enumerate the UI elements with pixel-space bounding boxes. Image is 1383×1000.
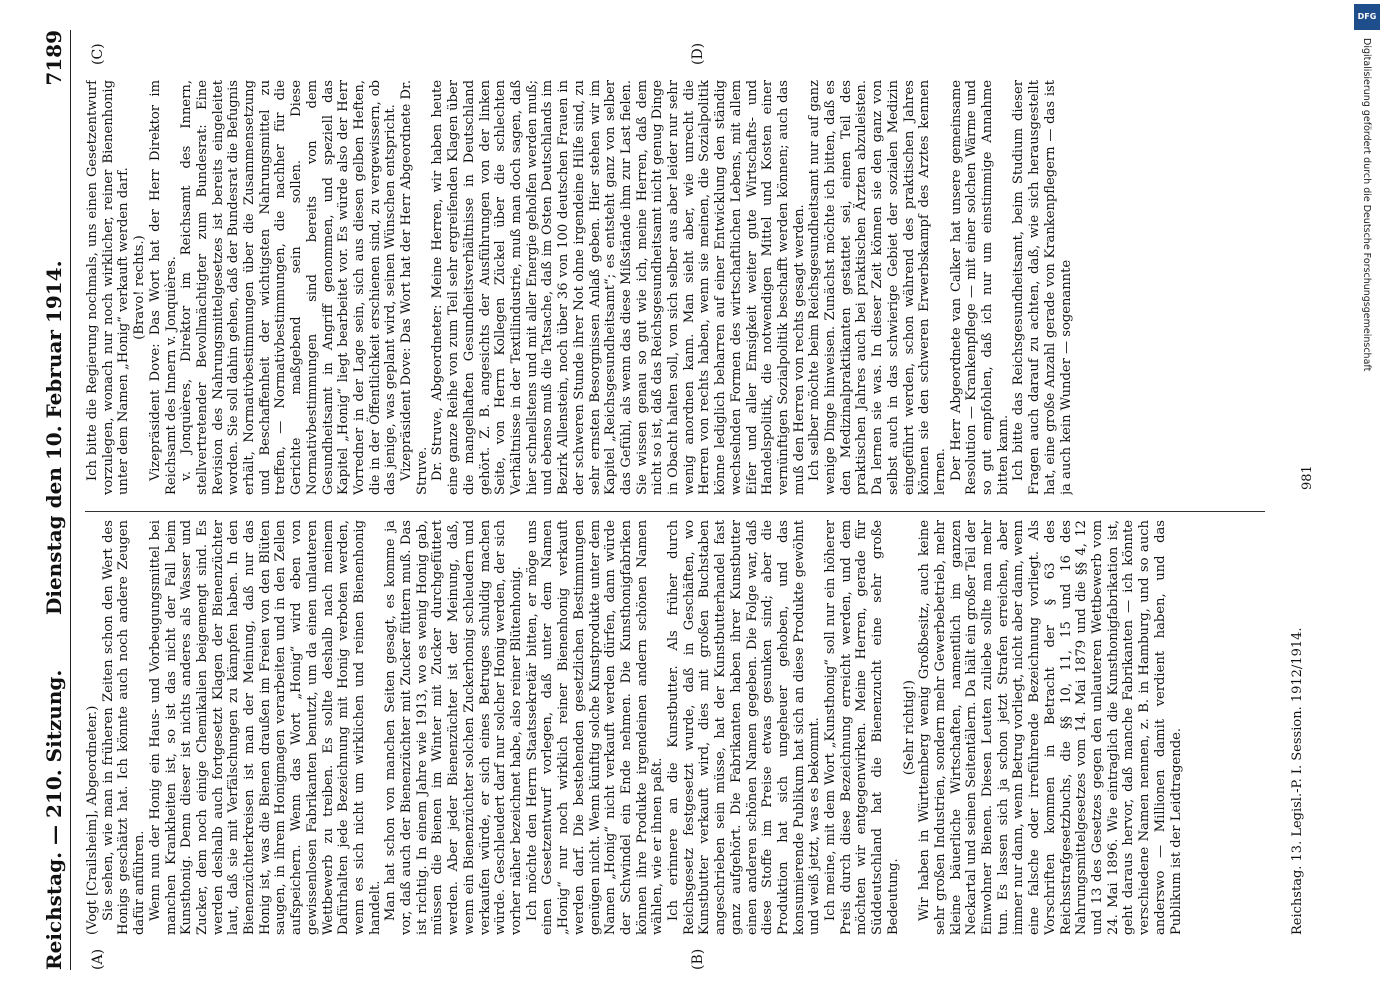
paragraph: Ich möchte den Herrn Staatssekretär bitten, er möge uns einen Gesetzentwurf vorlegen, daß unter dem Namen „Honig“ nur noch wirklich reiner Bienenhonig verkauft werden darf. Die bestehenden gesetzlichen Bestimmungen genügen nicht. Wenn künftig solche Kunstprodukte unter dem Namen „Honig“ nicht verkauft werden dürfen, dann würde der Schwindel ein Ende nehmen. Die Kunsthonigfabriken können ihre Produkte irgendeinen andern schönen Namen wählen, wie er ihnen paßt. [524, 520, 666, 935]
paragraph: Wenn nun der Honig ein Haus- und Vorbeugungsmittel bei manchen Krankheiten ist, so ist das nicht der Fall beim Kunsthonig. Denn dieser ist nichts anderes als Wasser und Zucker, dem noch einige Chemikalien beigemengt sind. Es werden deshalb auch fortgesetzt Klagen der Bienenzüchter laut, daß sie mit Verfälschungen zu kämpfen haben. In den Bienenzüchterkreisen ist man der Meinung, daß nur das Honig ist, was die Bienen draußen im Freien von den Blüten saugen, in ihrem Honigmagen verarbeiten und in den Zellen aufspeichern. Wenn das Wort „Honig“ wird eben von gewissenlosen Fabrikanten benutzt, um da einen unlauteren Wettbewerb zu treiben. Es sollte deshalb nach meinem Dafürhalten jede Bezeichnung mit Honig verboten werden, wenn es sich nicht um wirklichen und reinen Bienenhonig handelt. [147, 520, 383, 935]
margin-mark-c: (C) [90, 43, 106, 65]
paragraph: Ich meine, mit dem Wort „Kunsthonig“ soll nur ein höherer Preis durch diese Bezeichnung erreicht werden, und dem möchten wir entgegenwirken. Meine Herren, gerade für Süddeutschland hat die Bienenzucht eine sehr große Bedeutung. [823, 520, 901, 935]
paragraph: Vizepräsident Dove: Das Wort hat der Herr Abgeordnete Dr. Struve. [399, 80, 430, 495]
margin-mark-d: (D) [690, 42, 706, 65]
page-number-bottom: 981 [1300, 465, 1315, 490]
paragraph: Vizepräsident Dove: Das Wort hat der Herr Direktor im Reichsamt des Innern v. Jonquières. [147, 80, 179, 495]
paragraph: Der Herr Abgeordnete van Calker hat unsere gemeinsame Resolution — Krankenpflege — mit einer solchen Wärme und so gut empfohlen, daß ich nur um einstimmige Annahme bitten kann. [948, 80, 1011, 495]
paragraph: (Vogt [Crailsheim], Abgeordneter.) [85, 705, 100, 935]
paragraph: Dr. Struve, Abgeordneter: Meine Herren, wir haben heute eine ganze Reihe von zum Teil sehr ergreifenden Klagen über die mangelhaften Gesundheitsverhältnisse in Deutschland gehört. Z. B. angesichts der Ausführungen von der linken Seite, von Herrn Kollegen Zückel über die schlechten Verhältnisse in der Textilindustrie, muß man doch sagen, daß hier schnellstens und mit aller Energie geholfen werden muß; und ebenso muß die Tatsache, daß im Osten Deutschlands im Bezirk Allenstein, noch über 36 von 100 deutschen Frauen in der schweren Stunde ihrer Not ohne irgendeine Hilfe sind, zu sehr ernsten Besorgnissen Anlaß geben. Hier stehen wir im Kapitel „Reichsgesundheitsamt“; es entsteht ganz von selber das Gefühl, als wenn das diese Mißstände ihm zur Last fielen. Sie wissen genau so gut wie ich, meine Herren, daß dem nicht so ist, daß das Reichsgesundheitsamt nicht genug Dinge in Obacht halten soll, von sich selber aus aber leider nur sehr wenig anordnen kann. Man sieht aber, wie unrecht die Herren von rechts haben, wenn sie meinen, die Sozialpolitik könne lediglich beharren auf einer Entwicklung den ständig wechselnden Formen des wirtschaftlichen Lebens, mit allem Eifer und aller Emsigkeit weiter gute Wirtschafts- und Handelspolitik, die notwendigen Mittel und Kosten einer vernünftigen Sozialpolitik beschafft werden können; auch das muß den Herren von rechts gesagt werden. [430, 80, 807, 495]
paragraph: Ich selber möchte beim Reichsgesundheitsamt nur auf ganz wenige Dinge hinweisen. Zunächst möchte ich bitten, daß es den Medizinalpraktikanten gestattet sei, einen Teil des praktischen Jahres auch bei praktischen Ärzten abzuleisten. Da lernen sie was. In dieser Zeit können sie den ganz von selbst auch in das schwierige Gebiet der sozialen Medizin eingeführt werden, schon während des praktischen Jahres können sie den schweren Erwerbskampf des Arztes kennen lernen. [807, 80, 948, 495]
paragraph: Man hat schon von manchen Seiten gesagt, es komme ja vor, daß auch der Bienenzüchter mit Zucker füttern muß. Das ist richtig. In einem Jahre wie 1913, wo es wenig Honig gab, müssen die Bienen im Winter mit Zucker durchgefüttert werden. Aber jeder Bienenzüchter ist der Meinung, daß, wenn ein Bienenzüchter solchen Zuckerhonig schleudern und verkaufen würde, er sich eines Betruges schuldig machen würde. Geschleudert darf nur solcher Honig werden, der sich vorher näher bezeichnet habe, also reiner Blütenhonig. [383, 520, 524, 935]
margin-mark-b: (B) [690, 948, 706, 970]
header-page-number: 7189 [42, 30, 66, 86]
side-credit-strip [1352, 0, 1382, 1000]
page-header [40, 30, 71, 970]
footer-session: Reichstag. 13. Legisl.-P. I. Session. 1912/1914. [1290, 627, 1305, 935]
column-divider [85, 511, 1265, 512]
header-date: Dienstag den 10. Februar 1914. [42, 260, 66, 615]
paragraph: Ich erinnere an die Kunstbutter. Als früher durch Reichsgesetz festgesetzt wurde, daß in Geschäften, wo Kunstbutter verkauft wird, dies mit großen Buchstaben angeschrieben sein müsse, hat der Kunstbutterhandel fast ganz aufgehört. Die Fabrikanten haben ihrer Kunstbutter einen anderen schönen Namen gegeben. Die Folge war, daß diese Stoffe im Preise etwas gesunken sind; aber die Produktion hat sich ungeheuer gehoben, und das konsumierende Publikum hat sich an diese Produkte gewöhnt und weiß jetzt, was es bekommt. [666, 520, 823, 935]
paragraph: Ich bitte die Regierung nochmals, uns einen Gesetzentwurf vorzulegen, wonach nur noch wirklicher, reiner Bienenhonig unter dem Namen „Honig“ verkauft werden darf. [85, 80, 132, 495]
dfg-logo: DFG [1354, 4, 1380, 30]
paragraph: Ich bitte das Reichsgesundheitsamt, beim Studium dieser Fragen auch darauf zu achten, daß, wie sich herausgestellt hat, eine große Anzahl gerade von Krankenpflegern — das ist ja auch kein Wunder — sogenannte [1011, 80, 1074, 495]
paragraph: v. Jonquières, Direktor im Reichsamt des Innern, stellvertretender Bevollmächtigter zum Bundesrat: Eine Revision des Nahrungsmittelgesetzes ist bereits eingeleitet worden. Sie soll dahin gehen, daß der Bundesrat die Befugnis erhält, Normativbestimmungen über die Zusammensetzung und Beschaffenheit der wichtigsten Nahrungsmittel zu treffen, — Normativbestimmungen, die nachher für die Gerichte maßgebend sein sollen. Diese Normativbestimmungen sind bereits von dem Gesundheitsamt in Angriff genommen, und speziell das Kapitel „Honig“ liegt bearbeitet vor. Es würde also der Herr Vorredner in der Lage sein, sich aus diesen gelben Heften, die in der Öffentlichkeit erschienen sind, zu vergewissern, ob das jenige, was geplant wird, seinen Wünschen entspricht. [179, 80, 399, 495]
interjection: (Bravo! rechts.) [132, 235, 148, 340]
digitization-credit: Digitalisierung gefördert durch die Deutsche Forschungsgemeinschaft [1361, 38, 1372, 372]
text-column-left [85, 520, 1325, 935]
header-left: Reichstag. — 210. Sitzung. [42, 669, 66, 970]
text-column-right [85, 80, 1325, 495]
interjection: (Sehr richtig!) [901, 679, 917, 776]
paragraph: Wir haben in Württemberg wenig Großbesitz, auch keine sehr großen Industrien, sondern mehr Gewerbebetrieb, mehr kleine bäuerliche Wirtschaften, namentlich im ganzen Neckartal und seinen Seitentälern. Da hält ein großer Teil der Einwohner Bienen. Diesen Leuten zuliebe sollte man mehr tun. Es lassen sich ja schon jetzt Strafen erreichen, aber immer nur dann, wenn Betrug vorliegt, nicht aber dann, wenn eine falsche oder irreführende Bezeichnung vorliegt. Als Vorschriften kommen in Betracht der § 63 des Reichsstrafgesetzbuchs, die §§ 10, 11, 15 und 16 des Nahrungsmittelgesetzes vom 14. Mai 1879 und die §§ 4, 12 und 13 des Gesetzes gegen den unlauteren Wettbewerb vom 24. Mai 1896. Wie eintraglich die Kunsthonigfabrikation ist, geht daraus hervor, daß manche Fabrikanten — ich könnte verschiedene Namen nennen, z. B. in Hamburg, und so auch anderswo — Millionen damit verdient haben, und das Publikum ist der Leidtragende. [917, 520, 1184, 935]
margin-mark-a: (A) [90, 948, 106, 970]
paragraph: Sie sehen, wie man in früheren Zeiten schon den Wert des Honigs geschätzt hat. Ich könnte auch noch andere Zeugen dafür anführen. [100, 520, 148, 935]
